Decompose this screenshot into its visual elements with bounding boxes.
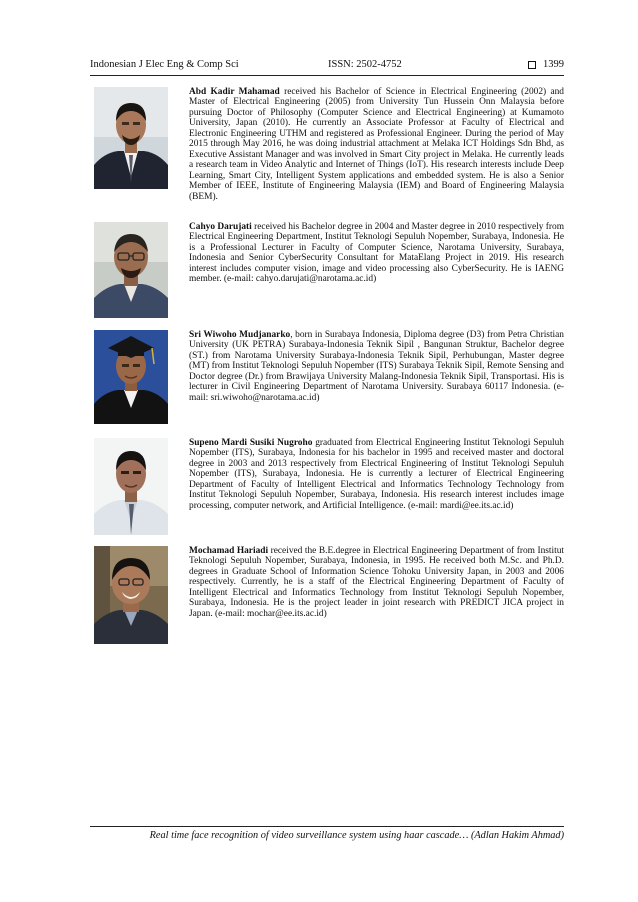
bio-text-5 [189, 546, 564, 619]
bio-body-2: received his Bachelor degree in 2004 and Master degree in 2010 respectively from Electrical Engineering Department, Institut Teknologi Sepuluh Nopember, Surabaya, Indonesia. He is a Professional Lecturer in Faculty of Computer Science, Narotama University, Surabaya, Indonesia and Senior CyberSecurity Consultant for MataElang Project in 2019. His research interest includes computer vision, image and video processing also CyberSecurity. He is IAENG member. (e-mail: cahyo.darujati@narotama.ac.id) [189, 222, 565, 285]
header-rule [90, 75, 564, 76]
author-photo-5 [94, 546, 168, 644]
issn: ISSN: 2502-4752 [328, 59, 402, 70]
author-photo-4 [94, 438, 168, 535]
running-header [90, 59, 564, 75]
author-photo-2 [94, 222, 168, 318]
page-number: 1399 [543, 59, 564, 70]
author-photo-3 [94, 330, 168, 424]
author-name-3: Sri Wiwoho Mudjanarko [189, 330, 291, 340]
checkbox-square-icon [528, 61, 536, 69]
bio-body-1: received his Bachelor of Science in Electrical Engineering (2002) and Master of Electrical Engineering (2005) from University Tun Hussein Onn Malaysia before pursuing Doctor of Philosophy (Computer Science and Electrical Engineering) at Kumamoto University, Japan (2010). He currently an Associate Professor at Faculty of Electrical and Electronic Engineering UTHM and registered as Professional Engineer. During the period of May 2015 through May 2016, he was doing industrial attachment at Melaka ICT Holdings Sdn Bhd, as Executive Assistant Manager and was involved in Smart City project in Melaka. He currently leads a research team in Video Analytic and Internet of Things (IoT). His research interests include Deep Learning, Smart City, Intelligent System applications and embedded system. He is also a Senior Member of IEEE, Institute of Engineering Malaysia (IEM) and Board of Engineering Malaysia (BEM). [189, 87, 564, 202]
bio-text-4 [189, 438, 564, 511]
bio-body-4: graduated from Electrical Engineering Institut Teknologi Sepuluh Nopember (ITS), Surabaya, Indonesia for his bachelor in 1995 and received master and doctoral degree in 2003 and 2013 respectively from Electrical Engineering of Institut Teknologi Sepuluh Nopember (ITS), Surabaya, Indonesia. He is currently a lecturer of Electrical Engineering Department of Faculty of Intelligent Electrical and Informatics Technology Technology from Institut Teknologi Sepuluh Nopember, Surabaya, Indonesia. His research interest includes image processing, computer network, and Artificial Intelligence. (e-mail: mardi@ee.its.ac.id) [189, 438, 564, 511]
author-photo-1 [94, 87, 168, 189]
author-name-2: Cahyo Darujati [189, 222, 252, 232]
footer-rule [90, 826, 564, 827]
journal-name: Indonesian J Elec Eng & Comp Sci [90, 59, 239, 70]
bio-text-3 [189, 330, 564, 403]
bio-text-2 [189, 222, 564, 285]
author-name-4: Supeno Mardi Susiki Nugroho [189, 438, 313, 448]
author-name-5: Mochamad Hariadi [189, 546, 269, 556]
bio-body-3: , born in Surabaya Indonesia, Diploma degree (D3) from Petra Christian University (UK PETRA) Surabaya-Indonesia Teknik Sipil , Bangunan Struktur, Bachelor degree (ST.) from Narotama University Surabaya-Indonesia Teknik Sipil, Perhubungan, Master degree (MT) from Institut Teknologi Sepuluh Nopember (ITS) Surabaya Teknik Sipil, Remote Sensing and Doctor degree (Dr.) from Brawijaya University Malang-Indonesia Teknik Sipil, Transportasi. His is lecturer in Civil Engineering Department of Narotama University. Surabaya 60117 Indonesia. (e-mail: sri.wiwoho@narotama.ac.id) [189, 330, 564, 403]
author-name-1: Abd Kadir Mahamad [189, 87, 280, 97]
running-footer: Real time face recognition of video surveillance system using haar cascade… (Adlan Hakim Ahmad) [149, 830, 564, 841]
bio-body-5: received the B.E.degree in Electrical Engineering Department of from Institut Teknologi Sepuluh Nopember, Surabaya, Indonesia, in 1995. He received both M.Sc. and Ph.D. degrees in Graduate School of Information Science Tohoku University Japan, in 2003 and 2006 respectively. Currently, he is a staff of the Electrical Engineering Department of Faculty of Intelligent Electrical and Informatics Technology from Institut Teknologi Sepuluh Nopember, Surabaya, Indonesia. He is the project leader in joint research with PREDICT JICA project in Japan. (e-mail: mochar@ee.its.ac.id) [189, 546, 565, 619]
bio-text-1 [189, 87, 564, 202]
